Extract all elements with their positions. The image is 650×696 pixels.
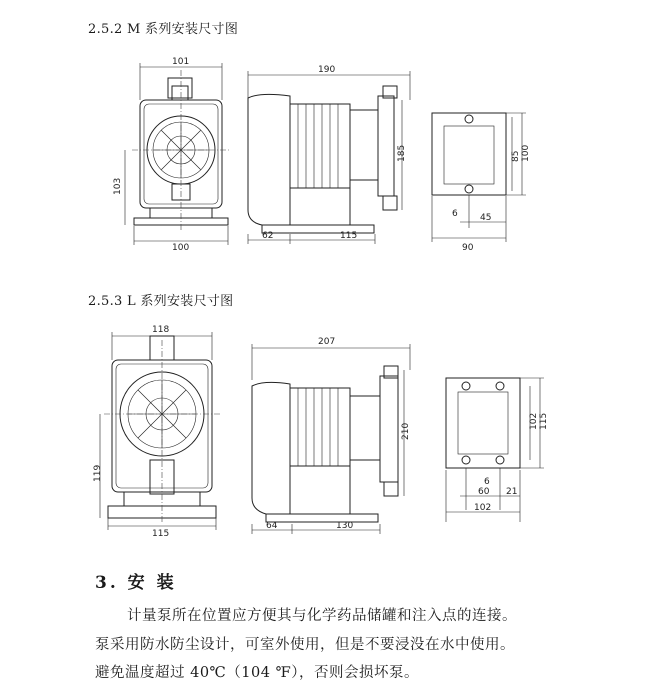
paragraph-2: 泵采用防水防尘设计，可室外使用，但是不要浸没在水中使用。 bbox=[95, 637, 515, 653]
m-height-left-label: 103 bbox=[113, 177, 123, 195]
l-base-span-label: 130 bbox=[336, 521, 354, 531]
l-hole-dia-label: 6 bbox=[484, 477, 490, 487]
m-front-view bbox=[113, 57, 230, 253]
m-base-left-label: 62 bbox=[262, 231, 274, 241]
l-series-drawing bbox=[0, 300, 650, 550]
l-series-heading: 2.5.3 L 系列安装尺寸图 bbox=[88, 294, 234, 309]
l-side-length-label: 207 bbox=[318, 337, 336, 347]
m-hole-offset-label: 45 bbox=[480, 213, 492, 223]
m-base-width-label: 100 bbox=[172, 243, 190, 253]
paragraph-3: 避免温度超过 40℃（104 ℉），否则会损坏泵。 bbox=[95, 665, 420, 681]
m-bracket-view bbox=[432, 113, 531, 253]
m-side-view bbox=[248, 65, 410, 244]
l-hole-edge-label: 21 bbox=[506, 487, 518, 497]
m-bracket-h2-label: 100 bbox=[521, 144, 531, 162]
l-front-view bbox=[93, 325, 220, 539]
m-bracket-h1-label: 85 bbox=[511, 150, 521, 162]
m-hole-dia-label: 6 bbox=[452, 209, 458, 219]
m-front-width-label: 101 bbox=[172, 57, 190, 67]
l-side-view bbox=[252, 337, 411, 534]
m-series-heading: 2.5.2 M 系列安装尺寸图 bbox=[88, 22, 239, 37]
m-base-span-label: 115 bbox=[340, 231, 358, 241]
l-front-width-label: 118 bbox=[152, 325, 170, 335]
m-bracket-w-label: 90 bbox=[462, 243, 474, 253]
section-heading: 3. 安 装 bbox=[95, 573, 177, 593]
l-base-width-label: 115 bbox=[152, 529, 170, 539]
l-base-left-label: 64 bbox=[266, 521, 278, 531]
l-side-height-label: 210 bbox=[401, 422, 411, 440]
l-bracket-h1-label: 102 bbox=[529, 412, 539, 430]
l-hole-span-label: 60 bbox=[478, 487, 490, 497]
m-side-length-label: 190 bbox=[318, 65, 336, 75]
m-series-drawing bbox=[0, 0, 650, 290]
paragraph-1: 计量泵所在位置应方便其与化学药品储罐和注入点的连接。 bbox=[127, 608, 517, 624]
m-side-height-label: 185 bbox=[397, 144, 407, 162]
l-bracket-view bbox=[446, 378, 549, 522]
l-bracket-w-label: 102 bbox=[474, 503, 492, 513]
l-bracket-h2-label: 115 bbox=[539, 412, 549, 430]
l-height-left-label: 119 bbox=[93, 464, 103, 482]
